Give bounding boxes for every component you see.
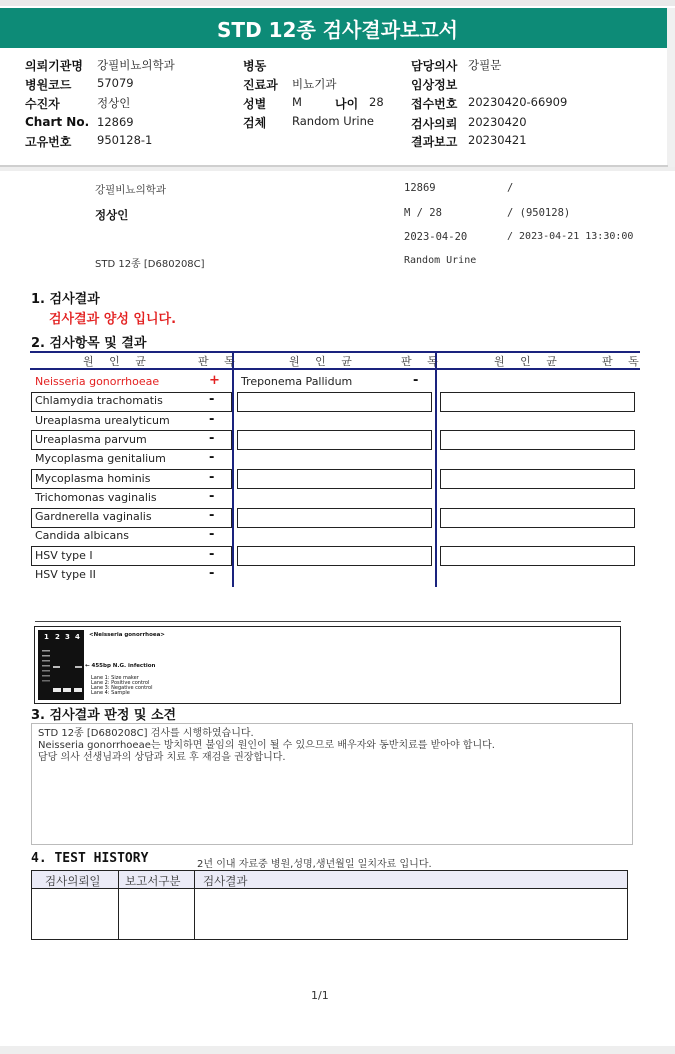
receipt-value: 20230420-66909 — [468, 95, 568, 109]
request-label: 검사의뢰 — [411, 117, 458, 131]
gel-legend-3: Lane 3: Negative control — [91, 685, 153, 691]
lane-4-number: 4 — [75, 633, 80, 641]
result-row-box — [440, 546, 635, 566]
chart-value: 12869 — [97, 115, 134, 129]
patient-value: 정상인 — [97, 96, 131, 110]
sex-label: 성별 — [243, 97, 267, 111]
header-organism-3: 원 인 균 — [494, 355, 563, 368]
gel-legend-1: Lane 1: Size maker — [91, 675, 139, 681]
unique-value: 950128-1 — [97, 133, 153, 147]
summary-test: STD 12종 [D680208C] — [95, 259, 205, 270]
results-grid-divider-2 — [435, 351, 437, 587]
organism-result: + — [209, 373, 220, 388]
hospital-label: 의뢰기관명 — [25, 59, 83, 73]
header-organism-2: 원 인 균 — [289, 355, 358, 368]
opinion-line-3: 담당 의사 선생님과의 상담과 치료 후 재검을 권장합니다. — [38, 752, 286, 763]
doctor-value: 강필문 — [468, 58, 502, 72]
top-border — [0, 0, 675, 6]
dept-label: 진료과 — [243, 78, 278, 92]
result-row-box — [440, 430, 635, 450]
organism-name: Gardnerella vaginalis — [35, 510, 152, 524]
organism-name: HSV type II — [35, 568, 96, 581]
lane-3-number: 3 — [65, 633, 70, 641]
result-row-box — [440, 392, 635, 412]
summary-unique: / (950128) — [507, 207, 571, 219]
organism-result: - — [209, 508, 215, 524]
age-label: 나이 — [335, 97, 359, 111]
result-row-box — [237, 546, 432, 566]
opinion-line-1: STD 12종 [D680208C] 검사를 시행하였습니다. — [38, 728, 254, 739]
results-grid-divider-1 — [232, 351, 234, 587]
history-table-header — [32, 871, 627, 889]
section1-title: 1. 검사결과 — [31, 292, 100, 307]
summary-chart: 12869 — [404, 182, 436, 194]
positive-result-note: 검사결과 양성 입니다. — [49, 312, 177, 327]
result-row-box — [237, 430, 432, 450]
unique-label: 고유번호 — [25, 135, 72, 149]
result-row-box — [237, 508, 432, 528]
report-date-value: 20230421 — [468, 133, 527, 147]
patient-label: 수진자 — [25, 97, 60, 111]
history-header-report-type: 보고서구분 — [125, 874, 181, 888]
image-separator — [35, 621, 621, 622]
organism-result: - — [209, 430, 215, 446]
opinion-box — [31, 723, 633, 845]
organism-name: Neisseria gonorrhoeae — [35, 375, 160, 388]
summary-report-datetime: / 2023-04-21 13:30:00 — [507, 231, 634, 242]
header-result-1: 판 독 — [198, 355, 241, 368]
history-header-request-date: 검사의뢰일 — [45, 874, 101, 888]
organism-result: - — [209, 546, 215, 562]
result-row-box — [440, 469, 635, 489]
specimen-label: 검체 — [243, 116, 267, 130]
organism-name: Ureaplasma urealyticum — [35, 413, 170, 427]
organism-result: - — [209, 392, 215, 408]
organism-name: HSV type I — [35, 548, 93, 562]
organism-name: Mycoplasma genitalium — [35, 452, 166, 466]
report-title: STD 12종 검사결과보고서 — [217, 17, 458, 42]
header-organism-1: 원 인 균 — [83, 355, 152, 368]
organism-name: Candida albicans — [35, 529, 129, 543]
section2-title: 2. 검사항목 및 결과 — [31, 336, 147, 351]
summary-patient: 정상인 — [95, 208, 129, 222]
result-row-box — [440, 508, 635, 528]
lane-1-number: 1 — [44, 633, 49, 641]
gel-legend-4: Lane 4: Sample — [91, 690, 130, 696]
right-margin-band — [667, 8, 675, 168]
organism-result: - — [209, 488, 215, 504]
summary-specimen: Random Urine — [404, 255, 477, 266]
gel-band-label: ← 455bp N.G. infection — [85, 663, 156, 669]
dept-value: 비뇨기과 — [292, 77, 337, 91]
lane-2-number: 2 — [55, 633, 60, 641]
section-gap — [0, 167, 675, 171]
report-date-label: 결과보고 — [411, 135, 458, 149]
age-value: 28 — [369, 95, 384, 109]
code-value: 57079 — [97, 76, 134, 90]
header-result-3: 판 독 — [602, 355, 645, 368]
clinical-label: 임상정보 — [411, 78, 458, 92]
history-col-divider-1 — [118, 871, 119, 939]
gel-caption: <Neisseria gonorrhoea> — [89, 632, 165, 638]
history-header-result: 검사결과 — [203, 874, 248, 888]
chart-label: Chart No. — [25, 115, 90, 129]
organism-result: - — [209, 450, 215, 466]
history-col-divider-2 — [194, 871, 195, 939]
section3-title: 3. 검사결과 판정 및 소견 — [31, 708, 177, 723]
summary-request-date: 2023-04-20 — [404, 231, 468, 243]
organism-result: - — [209, 566, 215, 581]
opinion-line-2: Neisseria gonorrhoeae는 방치하면 불임의 원인이 될 수 있으므로 배우자와 동반치료를 받아야 합니다. — [38, 740, 495, 751]
summary-slash: / — [507, 182, 514, 194]
result-row-box — [237, 469, 432, 489]
request-value: 20230420 — [468, 115, 527, 129]
footer-band — [0, 1046, 675, 1054]
ward-label: 병동 — [243, 59, 267, 73]
organism-name: Treponema Pallidum — [241, 375, 353, 388]
organism-name: Mycoplasma hominis — [35, 471, 151, 485]
history-note: 2년 이내 자료중 병원,성명,생년월일 일치자료 입니다. — [197, 859, 432, 870]
report-title-banner — [0, 8, 675, 48]
gel-band-label-text: 455bp N.G. infection — [91, 663, 156, 669]
specimen-value: Random Urine — [292, 114, 374, 128]
organism-result: - — [413, 373, 419, 388]
gel-electrophoresis-image — [38, 630, 84, 700]
organism-result: - — [209, 469, 215, 485]
page-number: 1/1 — [311, 989, 329, 1002]
summary-sex-age: M / 28 — [404, 207, 442, 219]
organism-name: Ureaplasma parvum — [35, 432, 147, 446]
organism-name: Trichomonas vaginalis — [35, 490, 157, 504]
section4-title: 4. TEST HISTORY — [31, 851, 149, 866]
organism-name: Chlamydia trachomatis — [35, 394, 163, 408]
code-label: 병원코드 — [25, 78, 72, 92]
summary-hospital: 강필비뇨의학과 — [95, 184, 167, 196]
receipt-label: 접수번호 — [411, 97, 458, 111]
gel-legend-2: Lane 2: Positive control — [91, 680, 150, 686]
organism-result: - — [209, 411, 215, 427]
sex-value: M — [292, 95, 302, 109]
organism-result: - — [209, 527, 215, 543]
doctor-label: 담당의사 — [411, 59, 458, 73]
hospital-value: 강필비뇨의학과 — [97, 58, 175, 72]
header-result-2: 판 독 — [401, 355, 444, 368]
result-row-box — [237, 392, 432, 412]
